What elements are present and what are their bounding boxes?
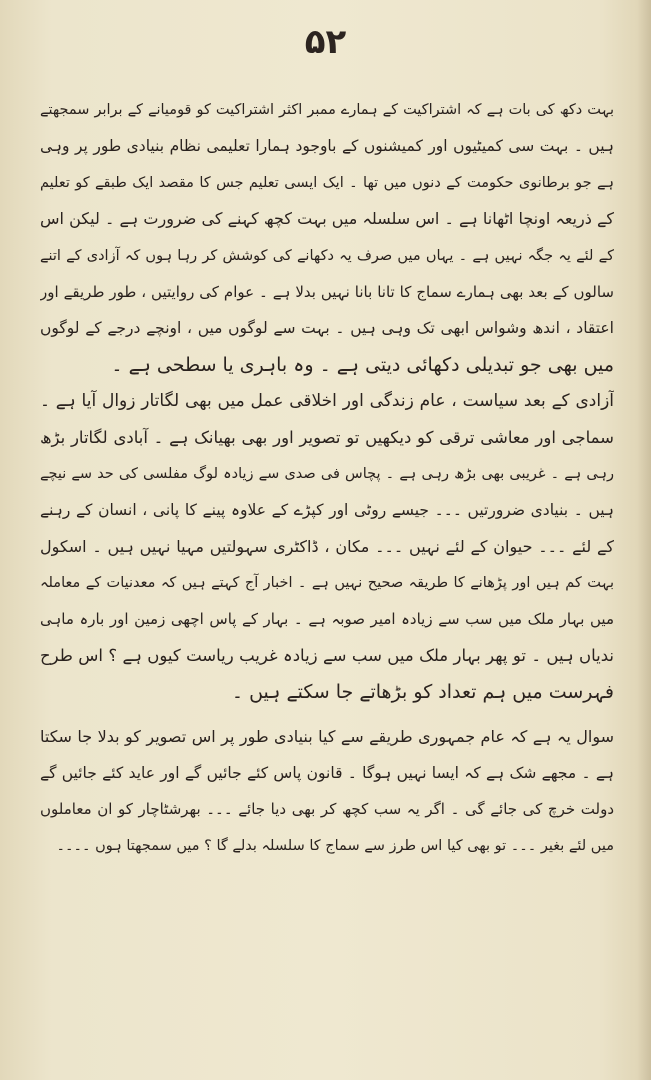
text-line: سالوں کے بعد بھی ہمارے سماج کا تانا بانا نہیں بدلا ہے ۔ عوام کی روایتیں ، طور طریقے اور (40, 282, 614, 301)
text-line: آزادی کے بعد سیاست ، عام زندگی اور اخلاقی عمل میں بھی لگاتار زوال آیا ہے ۔ (40, 391, 614, 412)
text-line: دولت خرچ کی جائے گی ۔ اگر یہ سب کچھ کر بھی دیا جائے ۔۔۔ بھرشٹاچار کو ان معاملوں (40, 800, 614, 819)
text-line: ہے ۔ مجھے شک ہے کہ ایسا نہیں ہوگا ۔ قانون پاس کئے جائیں گے اور عاید کئے جائیں گے (40, 764, 614, 783)
paragraph (40, 719, 614, 865)
text-line: سوال یہ ہے کہ عام جمہوری طریقے سے کیا بنیادی طور پر اس تصویر کو بدلا جا سکتا (40, 726, 614, 746)
page-number: ۵۲ (304, 22, 347, 62)
text-line: میں بہار ملک میں سب سے زیادہ امیر صوبہ ہے ۔ بہار کے پاس اچھی زمین اور بارہ ماہی (40, 610, 614, 629)
text-line: ہے جو برطانوی حکومت کے دنوں میں تھا ۔ ایک ایسی تعلیم جس کا مقصد ایک طبقے کو تعلیم (40, 174, 614, 191)
text-line: سماجی اور معاشی ترقی کو دیکھیں تو تصویر اور بھی بھیانک ہے ۔ آبادی لگاتار بڑھ (40, 427, 614, 447)
paragraph (40, 383, 614, 711)
text-line: میں بھی جو تبدیلی دکھائی دیتی ہے ۔ وہ باہری یا سطحی ہے ۔ (111, 353, 614, 376)
text-line: اعتقاد ، اندھ وشواس ابھی تک وہی ہیں ۔ بہت سے لوگوں میں ، اونچے درجے کے لوگوں (40, 319, 614, 338)
text-line: ہیں ۔ بہت سی کمیٹیوں اور کمیشنوں کے باوجود ہمارا تعلیمی نظام بنیادی طور پر وہی (40, 137, 614, 156)
text-line: بہت کم ہیں اور پڑھانے کا طریقہ صحیح نہیں ہے ۔ اخبار آج کہتے ہیں کہ معدنیات کے معاملہ (40, 575, 614, 592)
page-edge-shadow (637, 0, 651, 1080)
text-line: کے ذریعہ اونچا اٹھانا ہے ۔ اس سلسلہ میں بہت کچھ کہنے کی ضرورت ہے ۔ لیکن اس (40, 209, 614, 229)
text-line: کے لئے ۔۔۔ حیوان کے لئے نہیں ۔۔۔ مکان ، ڈاکٹری سہولتیں مہیا نہیں ہیں ۔ اسکول (40, 536, 614, 556)
paragraph (40, 92, 614, 383)
page-body (40, 92, 614, 864)
text-line: بہت دکھ کی بات ہے کہ اشتراکیت کے ہمارے ممبر اکثر اشتراکیت کو قومیانے کے برابر سمجھتے (40, 102, 614, 118)
text-line: ندیاں ہیں ۔ تو پھر بہار ملک میں سب سے زیادہ غریب ریاست کیوں ہے ؟ اس طرح (40, 645, 614, 665)
text-line: میں لئے بغیر ۔۔۔ تو بھی کیا اس طرز سے سماج کا سلسلہ بدلے گا ؟ میں سمجھتا ہوں ۔۔۔۔ (56, 837, 614, 854)
text-line: کے لئے یہ جگہ نہیں ہے ۔ یہاں میں صرف یہ دکھانے کی کوشش کر رہا ہوں کہ آزادی کے اتنے (40, 247, 614, 264)
text-line: ہیں ۔ بنیادی ضرورتیں ۔۔۔ جیسے روٹی اور کپڑے کے علاوہ پینے کا پانی ، انسان کے رہنے (40, 501, 614, 520)
text-line: فہرست میں ہم تعداد کو بڑھاتے جا سکتے ہیں ۔ (231, 681, 614, 704)
text-line: رہی ہے ۔ غریبی بھی بڑھ رہی ہے ۔ پچاس فی صدی سے زیادہ لوگ مفلسی کی حد سے نیچے (40, 465, 614, 482)
